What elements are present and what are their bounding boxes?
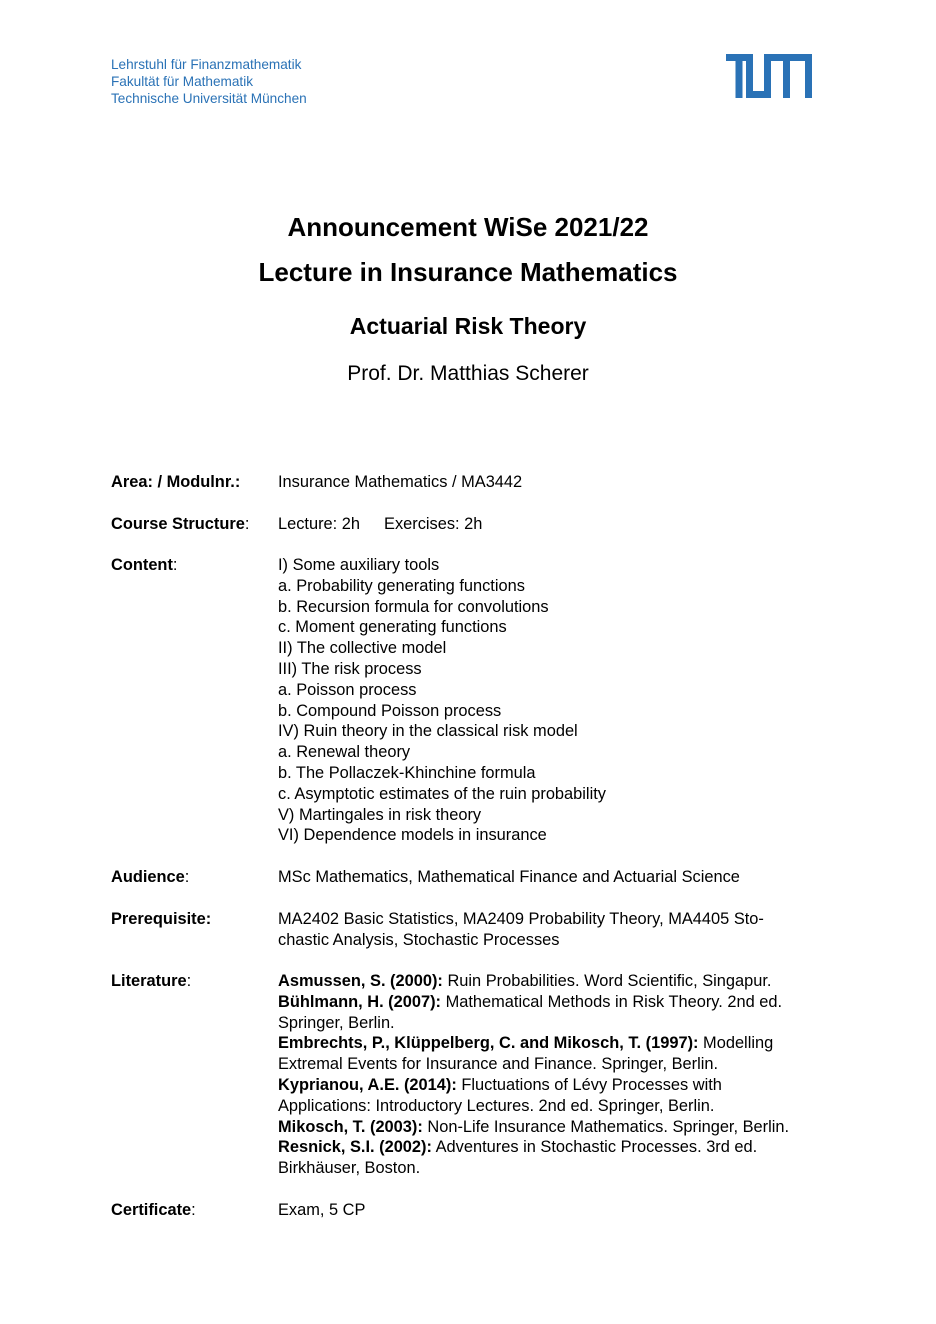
list-item: III) The risk process <box>278 659 422 678</box>
list-item: c. Moment generating functions <box>278 618 507 637</box>
reference-line: Embrechts, P., Klüppelberg, C. and Mikosch, T. (1997): Modelling <box>278 1034 774 1053</box>
list-item: b. Compound Poisson process <box>278 701 502 720</box>
lecturer-name: Prof. Dr. Matthias Scherer <box>347 362 589 385</box>
reference-line: Applications: Introductory Lectures. 2nd ed. Springer, Berlin. <box>278 1096 715 1115</box>
structure-label: Course Structure <box>111 515 245 533</box>
literature-label: Literature <box>111 972 187 990</box>
reference-line: Mikosch, T. (2003): Non-Life Insurance Mathematics. Springer, Berlin. <box>278 1117 790 1136</box>
lecture-title: Lecture in Insurance Mathematics <box>258 257 678 287</box>
reference-line: Springer, Berlin. <box>278 1013 395 1032</box>
reference-line: Asmussen, S. (2000): Ruin Probabilities. Word Scientific, Singapur. <box>278 972 772 990</box>
list-item: II) The collective model <box>278 639 447 658</box>
reference-line: Extremal Events for Insurance and Finance. Springer, Berlin. <box>278 1055 719 1074</box>
area-label: Area: / Modulnr.: <box>111 473 241 491</box>
prerequisite-label: Prerequisite: <box>111 910 212 928</box>
faculty-name: Fakultät für Mathematik <box>111 73 254 89</box>
university-name: Technische Universität München <box>111 90 307 106</box>
content-label: Content <box>111 556 173 574</box>
audience-value: MSc Mathematics, Mathematical Finance and Actuarial Science <box>278 868 740 886</box>
area-value: Insurance Mathematics / MA3442 <box>278 473 523 491</box>
chair-name: Lehrstuhl für Finanzmathematik <box>111 57 302 72</box>
exercise-hours: Exercises: 2h <box>384 515 483 533</box>
list-item: b. Recursion formula for convolutions <box>278 597 549 616</box>
certificate-value: Exam, 5 CP <box>278 1201 366 1219</box>
literature-list <box>278 971 838 1179</box>
list-item: V) Martingales in risk theory <box>278 805 482 824</box>
reference-line: Kyprianou, A.E. (2014): Fluctuations of Lévy Processes with <box>278 1075 722 1094</box>
reference-line: Birkhäuser, Boston. <box>278 1159 421 1178</box>
content-list <box>278 555 838 846</box>
list-item: b. The Pollaczek-Khinchine formula <box>278 763 536 782</box>
announcement-title: Announcement WiSe 2021/22 <box>287 212 649 242</box>
course-title: Actuarial Risk Theory <box>349 313 587 339</box>
reference-line: Bühlmann, H. (2007): Mathematical Methods in Risk Theory. 2nd ed. <box>278 992 783 1011</box>
list-item: a. Probability generating functions <box>278 576 525 595</box>
reference-line: Resnick, S.I. (2002): Adventures in Stochastic Processes. 3rd ed. <box>278 1138 758 1157</box>
tum-logo-icon <box>726 54 812 98</box>
prerequisite-value: MA2402 Basic Statistics, MA2409 Probability Theory, MA4405 Sto- chastic Analysis, Stochastic Processes <box>278 910 764 949</box>
lecture-hours: Lecture: 2h <box>278 515 361 533</box>
list-item: c. Asymptotic estimates of the ruin probability <box>278 784 606 803</box>
institution-block <box>111 57 307 107</box>
list-item: a. Renewal theory <box>278 743 411 762</box>
certificate-label: Certificate <box>111 1201 192 1219</box>
list-item: VI) Dependence models in insurance <box>278 826 547 845</box>
list-item: IV) Ruin theory in the classical risk model <box>278 722 578 741</box>
audience-label: Audience <box>111 868 185 886</box>
list-item: I) Some auxiliary tools <box>278 556 440 574</box>
list-item: a. Poisson process <box>278 680 417 699</box>
